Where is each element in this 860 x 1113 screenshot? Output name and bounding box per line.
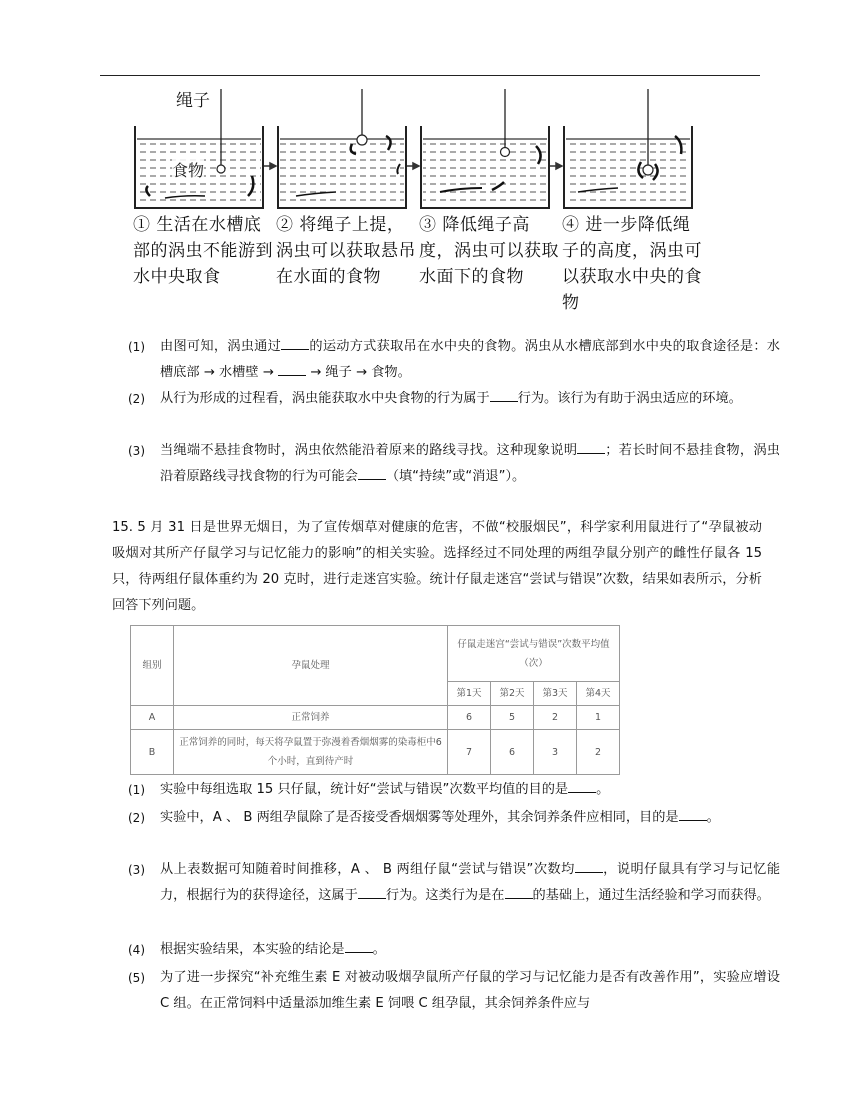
answer-blank[interactable] — [575, 858, 603, 873]
day-header: 第4天 — [577, 682, 620, 706]
tank-3 — [421, 89, 549, 208]
answer-blank[interactable] — [505, 884, 533, 899]
caption-1: ① 生活在水槽底部的涡虫不能游到水中央取食 — [133, 215, 273, 287]
q15-item-1: (1) 实验中每组选取 15 只仔鼠，统计好“尝试与错误”次数平均值的目的是 。 — [128, 777, 780, 803]
caption-4: ④ 进一步降低绳子的高度，涡虫可以获取水中央的食物 — [562, 215, 702, 313]
answer-blank[interactable] — [278, 361, 306, 376]
answer-blank[interactable] — [345, 938, 373, 953]
header-average: 仔鼠走迷宫“尝试与错误”次数平均值（次） — [448, 626, 620, 682]
q15-intro: 15. 5 月 31 日是世界无烟日，为了宣传烟草对健康的危害，不做“校服烟民”，科学家利用鼠进行了“孕鼠被动吸烟对其所产仔鼠学习与记忆能力的影响”的相关实验。选择经过不同处理的两组孕鼠分别产的雌性仔鼠各 15 只，待两组仔鼠体重约为 20 克时，进行走迷宫实验。统计仔鼠走迷宫“尝试与错误”次数，结果如表所示，分析回答下列问题。 — [112, 520, 762, 613]
q14-item-2: (2) 从行为形成的过程看，涡虫能获取水中央食物的行为属于 行为。该行为有助于涡虫适应的环境。 — [128, 386, 780, 412]
day-header: 第1天 — [448, 682, 491, 706]
answer-blank[interactable] — [281, 335, 309, 350]
q14-item-3: (3) 当绳端不悬挂食物时，涡虫依然能沿着原来的路线寻找。这种现象说明 ；若长时间不悬挂食物，涡虫沿着原路线寻找食物的行为可能会 （填“持续”或“消退”）。 — [128, 438, 780, 490]
food-label: 食物 — [172, 158, 204, 181]
tank-2 — [278, 89, 406, 208]
answer-blank[interactable] — [577, 439, 605, 454]
answer-blank[interactable] — [490, 387, 518, 402]
q15-item-4: (4) 根据实验结果，本实验的结论是 。 — [128, 937, 780, 963]
answer-blank[interactable] — [679, 806, 707, 821]
table-row: A 正常饲养 6 5 2 1 — [131, 706, 620, 730]
q15-item-2: (2) 实验中，A 、 B 两组孕鼠除了是否接受香烟烟雾等处理外，其余饲养条件应相同，目的是 。 — [128, 805, 780, 831]
rope-label: 绳子 — [176, 91, 210, 111]
tank-4 — [564, 89, 692, 208]
day-header: 第3天 — [534, 682, 577, 706]
header-group: 组别 — [131, 626, 174, 706]
q15-item-3: (3) 从上表数据可知随着时间推移，A 、 B 两组仔鼠“尝试与错误”次数均 ，说明仔鼠具有学习与记忆能力，根据行为的获得途径，这属于 行为。这类行为是在 的基础上，通过生活经验和学习而获得。 — [128, 857, 780, 909]
header-treatment: 孕鼠处理 — [174, 626, 448, 706]
day-header: 第2天 — [491, 682, 534, 706]
answer-blank[interactable] — [568, 778, 596, 793]
q15-item-5: (5) 为了进一步探究“补充维生素 E 对被动吸烟孕鼠所产仔鼠的学习与记忆能力是否有改善作用”，实验应增设 C 组。在正常饲料中适量添加维生素 E 饲喂 C 组孕鼠，其余饲养条件应与 — [128, 970, 780, 1011]
planarian-experiment-figure — [100, 84, 760, 324]
caption-3: ③ 降低绳子高度，涡虫可以获取水面下的食物 — [419, 215, 559, 287]
caption-2: ② 将绳子上提，涡虫可以获取悬吊在水面的食物 — [276, 215, 416, 287]
answer-blank[interactable] — [358, 884, 386, 899]
table-row: B 正常饲养的同时，每天将孕鼠置于弥漫着香烟烟雾的染毒柜中6个小时，直到待产时 7 6 3 2 — [131, 730, 620, 775]
results-table — [130, 625, 620, 775]
top-rule — [100, 75, 760, 76]
answer-blank[interactable] — [358, 465, 386, 480]
q14-item-1: (1) 由图可知，涡虫通过 的运动方式获取吊在水中央的食物。涡虫从水槽底部到水中央的取食途径是：水槽底部 → 水槽壁 → → 绳子 → 食物。 — [128, 334, 780, 386]
